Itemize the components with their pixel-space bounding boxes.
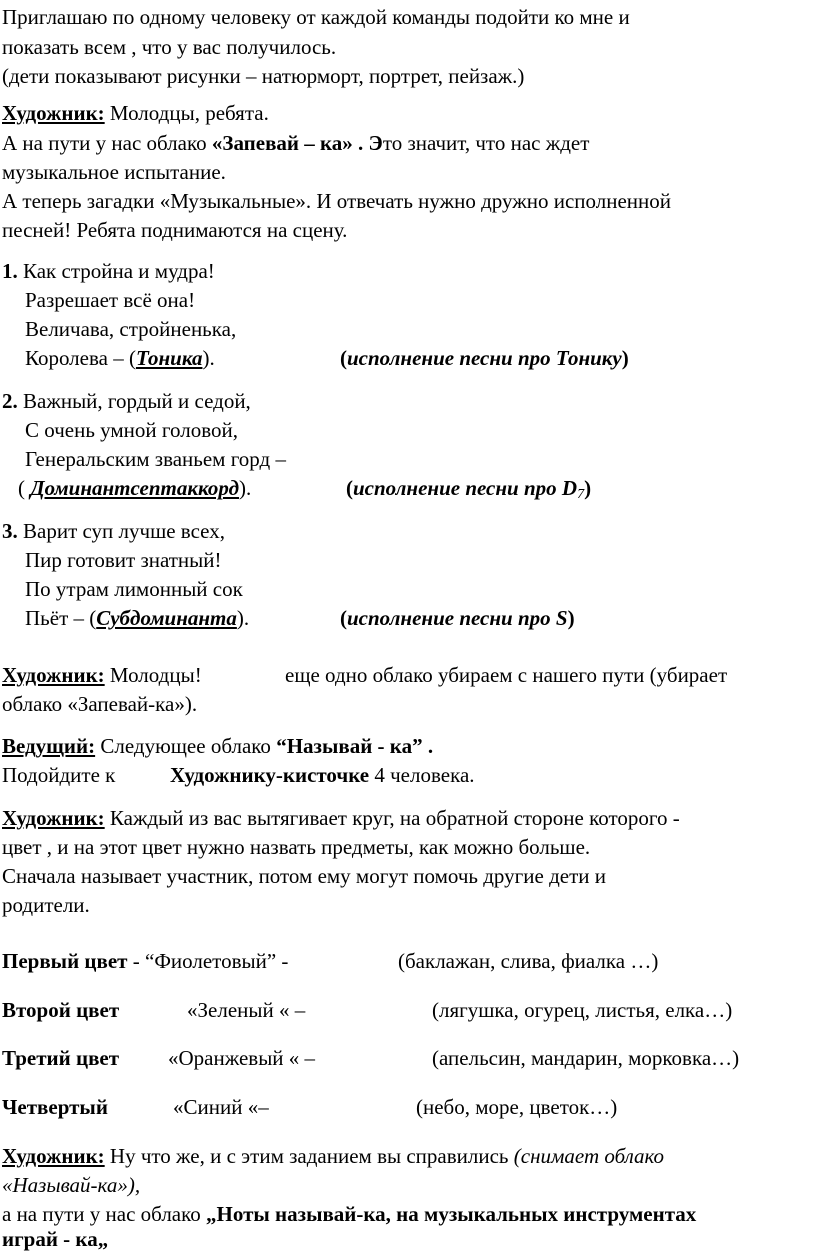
s4-line-1: Художник: Каждый из вас вытягивает круг, на обратной стороне которого - — [2, 806, 680, 830]
cloud-name: “Называй - ка” . — [276, 734, 434, 758]
riddle3-line-2: Пир готовит знатный! — [25, 548, 222, 572]
s2-line-1: Художник: Молодцы! — [2, 663, 202, 687]
riddle2-line-1: 2. Важный, гордый и седой, — [2, 389, 251, 413]
riddle1-line-4: Королева – (Тоника). — [25, 346, 215, 370]
speaker-label: Художник: — [2, 1144, 105, 1168]
riddle1-line-3: Величава, стройненька, — [25, 317, 237, 341]
color-row: Второй цвет — [2, 998, 120, 1022]
speaker-label: Художник: — [2, 806, 105, 830]
s1-line-3: музыкальное испытание. — [2, 160, 226, 184]
s3-line-1: Ведущий: Следующее облако “Называй - ка” . — [2, 734, 434, 758]
s5-line-4: играй - ка„ — [2, 1227, 109, 1251]
color-name: «Синий «– — [173, 1095, 269, 1119]
color-row: Четвертый — [2, 1095, 108, 1119]
color-row: Первый цвет - “Фиолетовый” - — [2, 949, 289, 973]
color-examples: (небо, море, цветок…) — [416, 1095, 618, 1119]
s2-line-2: облако «Запевай-ка»). — [2, 692, 198, 716]
s1-line-2: А на пути у нас облако «Запевай – ка» . Это значит, что нас ждет — [2, 131, 590, 155]
riddle3-line-1: 3. Варит суп лучше всех, — [2, 519, 225, 543]
cloud-name: «Запевай – ка» . Э — [211, 131, 383, 155]
cloud-name: „Ноты называй-ка, на музыкальных инструментах — [206, 1202, 697, 1226]
color-row: Третий цвет — [2, 1046, 120, 1070]
s4-line-2: цвет , и на этот цвет нужно назвать предметы, как можно больше. — [2, 835, 591, 859]
s1-line-4: А теперь загадки «Музыкальные». И отвечать нужно дружно исполненной — [2, 189, 672, 213]
s1-line-1: Художник: Молодцы, ребята. — [2, 101, 269, 125]
s2-line-1b: еще одно облако убираем с нашего пути (убирает — [285, 663, 728, 687]
s3-line-2b: Художнику-кисточке 4 человека. — [170, 763, 475, 787]
color-examples: (апельсин, мандарин, морковка…) — [432, 1046, 740, 1070]
color-examples: (лягушка, огурец, листья, елка…) — [432, 998, 733, 1022]
riddle1-line-2: Разрешает всё она! — [25, 288, 196, 312]
riddle1-answer: Тоника — [135, 346, 203, 370]
riddle2-performance: (исполнение песни про $D_7$) — [346, 476, 592, 502]
intro-line-3: (дети показывают рисунки – натюрморт, портрет, пейзаж.) — [2, 64, 525, 88]
riddle3-performance: (исполнение песни про S) — [340, 606, 575, 630]
riddle3-line-3: По утрам лимонный сок — [25, 577, 243, 601]
riddle3-answer: Субдоминанта — [96, 606, 237, 630]
riddle1-performance: (исполнение песни про Тонику) — [340, 346, 629, 370]
riddle3-line-4: Пьёт – (Субдоминанта). — [25, 606, 250, 630]
color-examples: (баклажан, слива, фиалка …) — [398, 949, 659, 973]
color-name: «Оранжевый « – — [168, 1046, 316, 1070]
riddle2-line-2: С очень умной головой, — [25, 418, 238, 442]
s5-line-3: а на пути у нас облако „Ноты называй-ка, на музыкальных инструментах — [2, 1202, 697, 1226]
color-name: «Зеленый « – — [187, 998, 306, 1022]
s4-line-4: родители. — [2, 893, 90, 917]
s1-line-5: песней! Ребята поднимаются на сцену. — [2, 218, 348, 242]
intro-line-1: Приглашаю по одному человеку от каждой команды подойти ко мне и — [2, 5, 630, 29]
speaker-label: Ведущий: — [2, 734, 96, 758]
riddle2-line-4: ( Доминантсептаккорд). — [18, 476, 252, 500]
s5-line-2: «Называй-ка»), — [2, 1173, 141, 1197]
riddle2-answer: Доминантсептаккорд — [30, 476, 240, 500]
riddle1-line-1: 1. Как стройна и мудра! — [2, 259, 215, 283]
s5-line-1: Художник: Ну что же, и с этим заданием вы справились (снимает облако — [2, 1144, 665, 1168]
s3-line-2: Подойдите к — [2, 763, 116, 787]
speaker-label: Художник: — [2, 663, 105, 687]
speaker-label: Художник: — [2, 101, 105, 125]
intro-line-2: показать всем , что у вас получилось. — [2, 35, 337, 59]
s4-line-3: Сначала называет участник, потом ему могут помочь другие дети и — [2, 864, 606, 888]
riddle2-line-3: Генеральским званьем горд – — [25, 447, 286, 471]
